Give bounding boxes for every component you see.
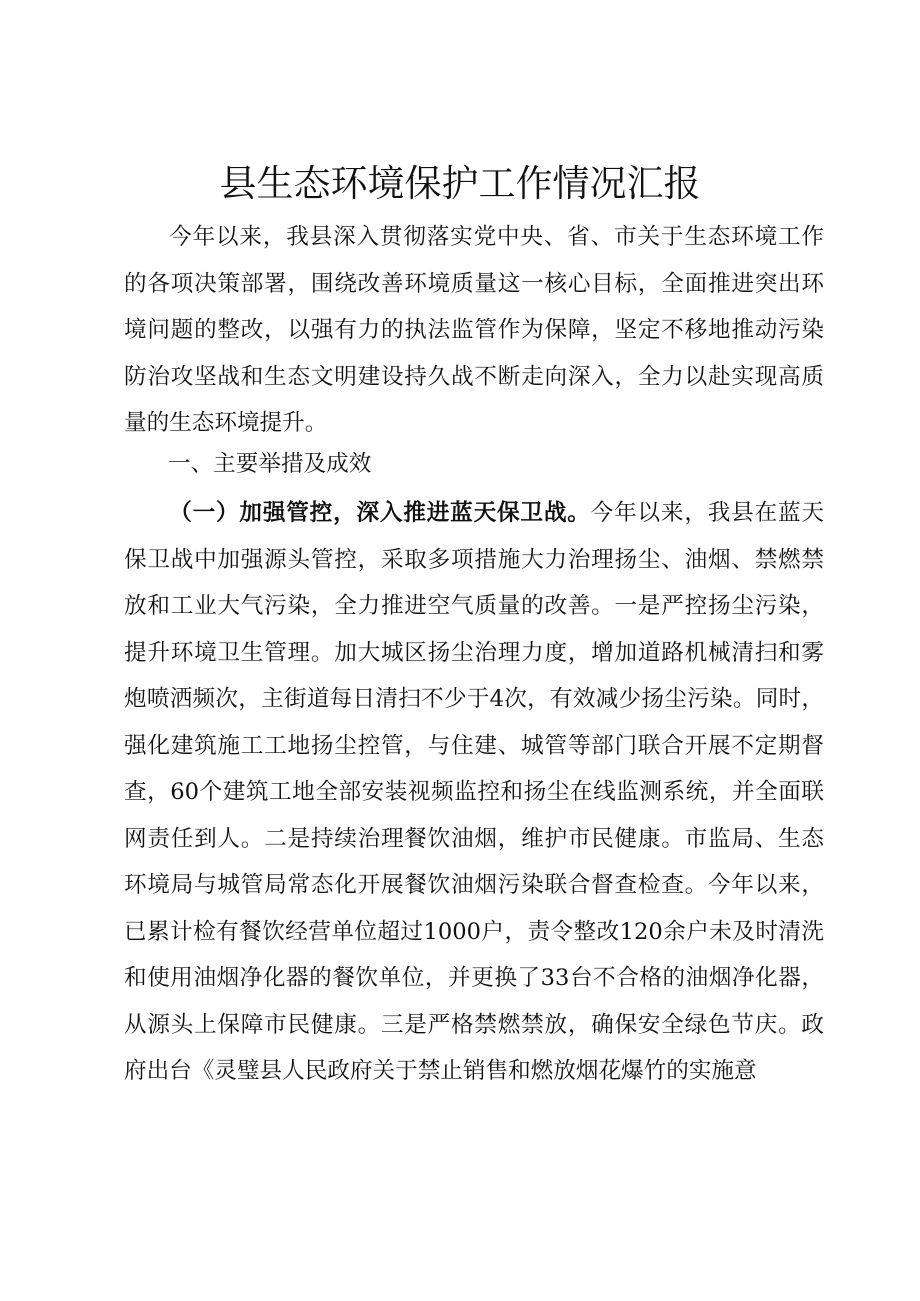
section1-paragraph: [124, 490, 824, 1095]
section-heading: 一、主要举措及成效: [168, 451, 372, 477]
section1-text: 今年以来，我县在蓝天保卫战中加强源头管控，采取多项措施大力治理扬尘、油烟、禁燃禁放和工业大气污染，全力推进空气质量的改善。一是严控扬尘污染，提升环境卫生管理。加大城区扬尘治理力度，增加道路机械清扫和雾炮喷洒频次，主街道每日清扫不少于4次，有效减少扬尘污染。同时，强化建筑施工工地扬尘控管，与住建、城管等部门联合开展不定期督查，60个建筑工地全部安装视频监控和扬尘在线监测系统，并全面联网责任到人。二是持续治理餐饮油烟，维护市民健康。市监局、生态环境局与城管局常态化开展餐饮油烟污染联合督查检查。今年以来，已累计检有餐饮经营单位超过1000户，责令整改120余户未及时清洗和使用油烟净化器的餐饮单位，并更换了33台不合格的油烟净化器，从源头上保障市民健康。三是严格禁燃禁放，确保安全绿色节庆。政府出台《灵璧县人民政府关于禁止销售和燃放烟花爆竹的实施意: [124, 500, 825, 1084]
document-title: 县生态环境保护工作情况汇报: [219, 162, 701, 205]
intro-paragraph: 今年以来，我县深入贯彻落实党中央、省、市关于生态环境工作的各项决策部署，围绕改善环境质量这一核心目标，全面推进突出环境问题的整改，以强有力的执法监管作为保障，坚定不移地推动污染防治攻坚战和生态文明建设持久战不断走向深入，全力以赴实现高质量的生态环境提升。: [124, 224, 824, 436]
section1-lead: （一）加强管控，深入推进蓝天保卫战。: [169, 500, 591, 526]
